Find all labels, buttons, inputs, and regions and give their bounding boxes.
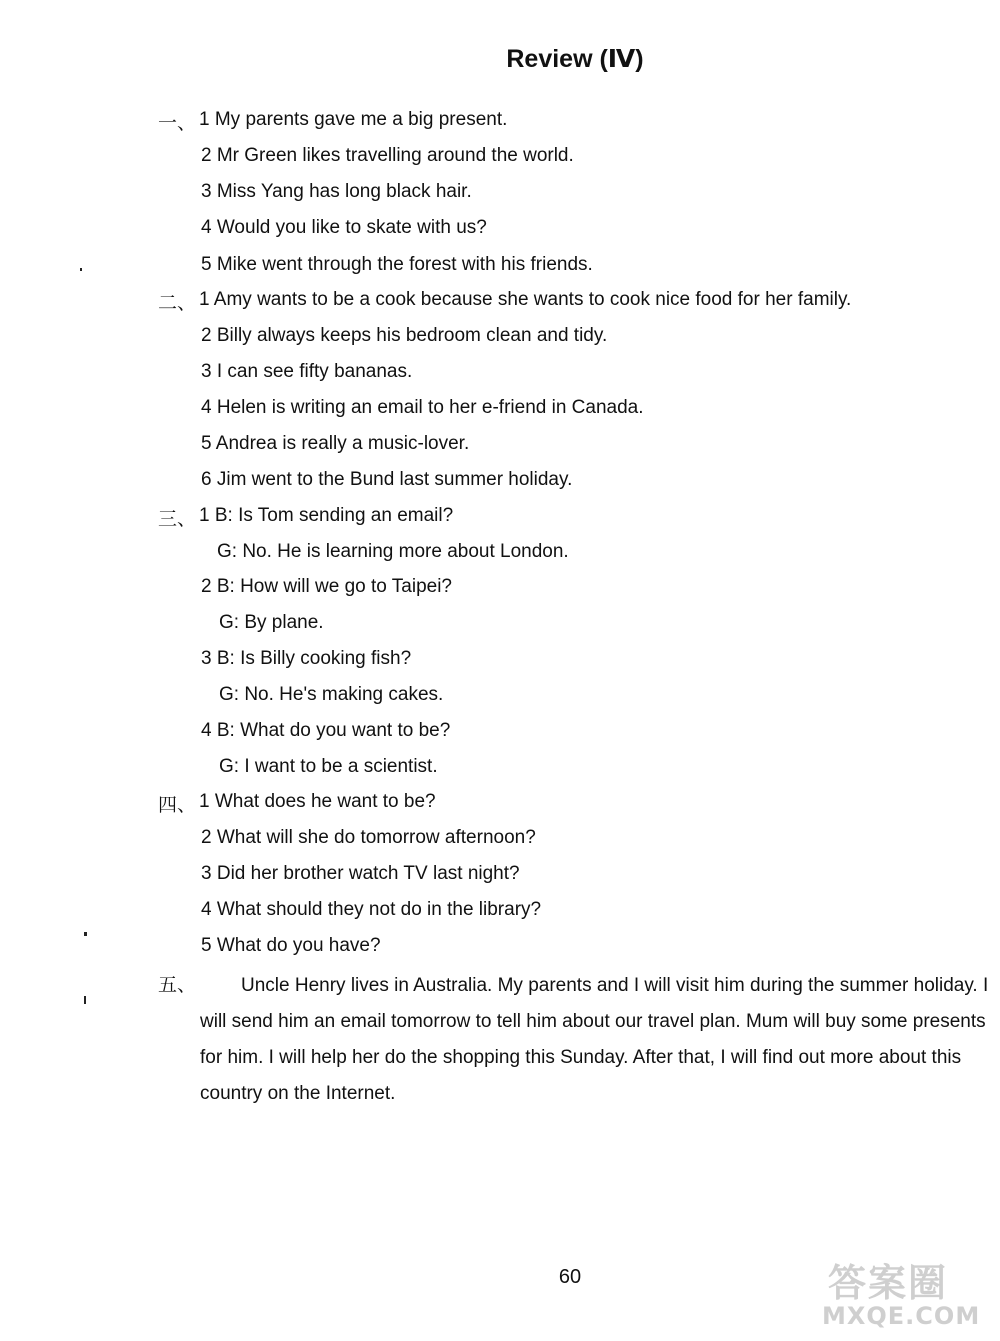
- section-2-item-6: 6 Jim went to the Bund last summer holiday.: [201, 469, 573, 490]
- section-3-line-6: G: No. He's making cakes.: [219, 684, 444, 705]
- section-1-item-3: 3 Miss Yang has long black hair.: [201, 181, 472, 202]
- scan-speck: [84, 996, 86, 1004]
- section-4-item-2: 2 What will she do tomorrow afternoon?: [201, 827, 536, 848]
- section-5-marker: 五、: [158, 974, 197, 996]
- watermark-text-top: 答案圈: [828, 1261, 949, 1305]
- section-2-item-1: 1 Amy wants to be a cook because she wants to cook nice food for her family.: [199, 289, 852, 310]
- section-1-item-5: 5 Mike went through the forest with his friends.: [201, 254, 593, 275]
- section-4-item-3: 3 Did her brother watch TV last night?: [201, 863, 520, 884]
- section-2-item-2: 2 Billy always keeps his bedroom clean and tidy.: [201, 325, 608, 346]
- section-3-line-1: 1 B: Is Tom sending an email?: [199, 505, 454, 526]
- section-4-item-4: 4 What should they not do in the library?: [201, 899, 542, 920]
- scan-speck: [84, 932, 87, 936]
- section-3-line-7: 4 B: What do you want to be?: [201, 720, 451, 741]
- section-2-item-5: 5 Andrea is really a music-lover.: [201, 433, 470, 454]
- section-3-line-4: G: By plane.: [219, 612, 324, 633]
- watermark-logo: [822, 1252, 992, 1334]
- section-1-item-4: 4 Would you like to skate with us?: [201, 217, 487, 238]
- section-5-paragraph: [200, 968, 995, 1112]
- section-5-paragraph-text: Uncle Henry lives in Australia. My parents and I will visit him during the summer holiday. I will send him an email tomorrow to tell him about our travel plan. Mum will buy some presents for him. I will help her do the shopping this Sunday. After that, I will find out more about this country on the Internet.: [200, 975, 989, 1104]
- section-2-marker: 二、: [158, 292, 197, 314]
- page-number: 60: [558, 1266, 582, 1288]
- watermark-text-bottom: MXQE.COM: [822, 1302, 981, 1330]
- section-4-item-1: 1 What does he want to be?: [199, 791, 436, 812]
- section-3-line-2: G: No. He is learning more about London.: [217, 541, 569, 562]
- section-2-item-4: 4 Helen is writing an email to her e-friend in Canada.: [201, 397, 644, 418]
- section-3-line-3: 2 B: How will we go to Taipei?: [201, 576, 452, 597]
- section-1-marker: 一、: [158, 112, 197, 134]
- section-3-marker: 三、: [158, 508, 197, 530]
- page-title: Review (Ⅳ): [506, 45, 644, 73]
- scan-speck: [80, 268, 82, 271]
- section-4-marker: 四、: [158, 794, 197, 816]
- section-3-line-5: 3 B: Is Billy cooking fish?: [201, 648, 412, 669]
- section-1-item-1: 1 My parents gave me a big present.: [199, 109, 508, 130]
- section-3-line-8: G: I want to be a scientist.: [219, 756, 438, 777]
- section-4-item-5: 5 What do you have?: [201, 935, 381, 956]
- section-1-item-2: 2 Mr Green likes travelling around the world.: [201, 145, 574, 166]
- section-2-item-3: 3 I can see fifty bananas.: [201, 361, 413, 382]
